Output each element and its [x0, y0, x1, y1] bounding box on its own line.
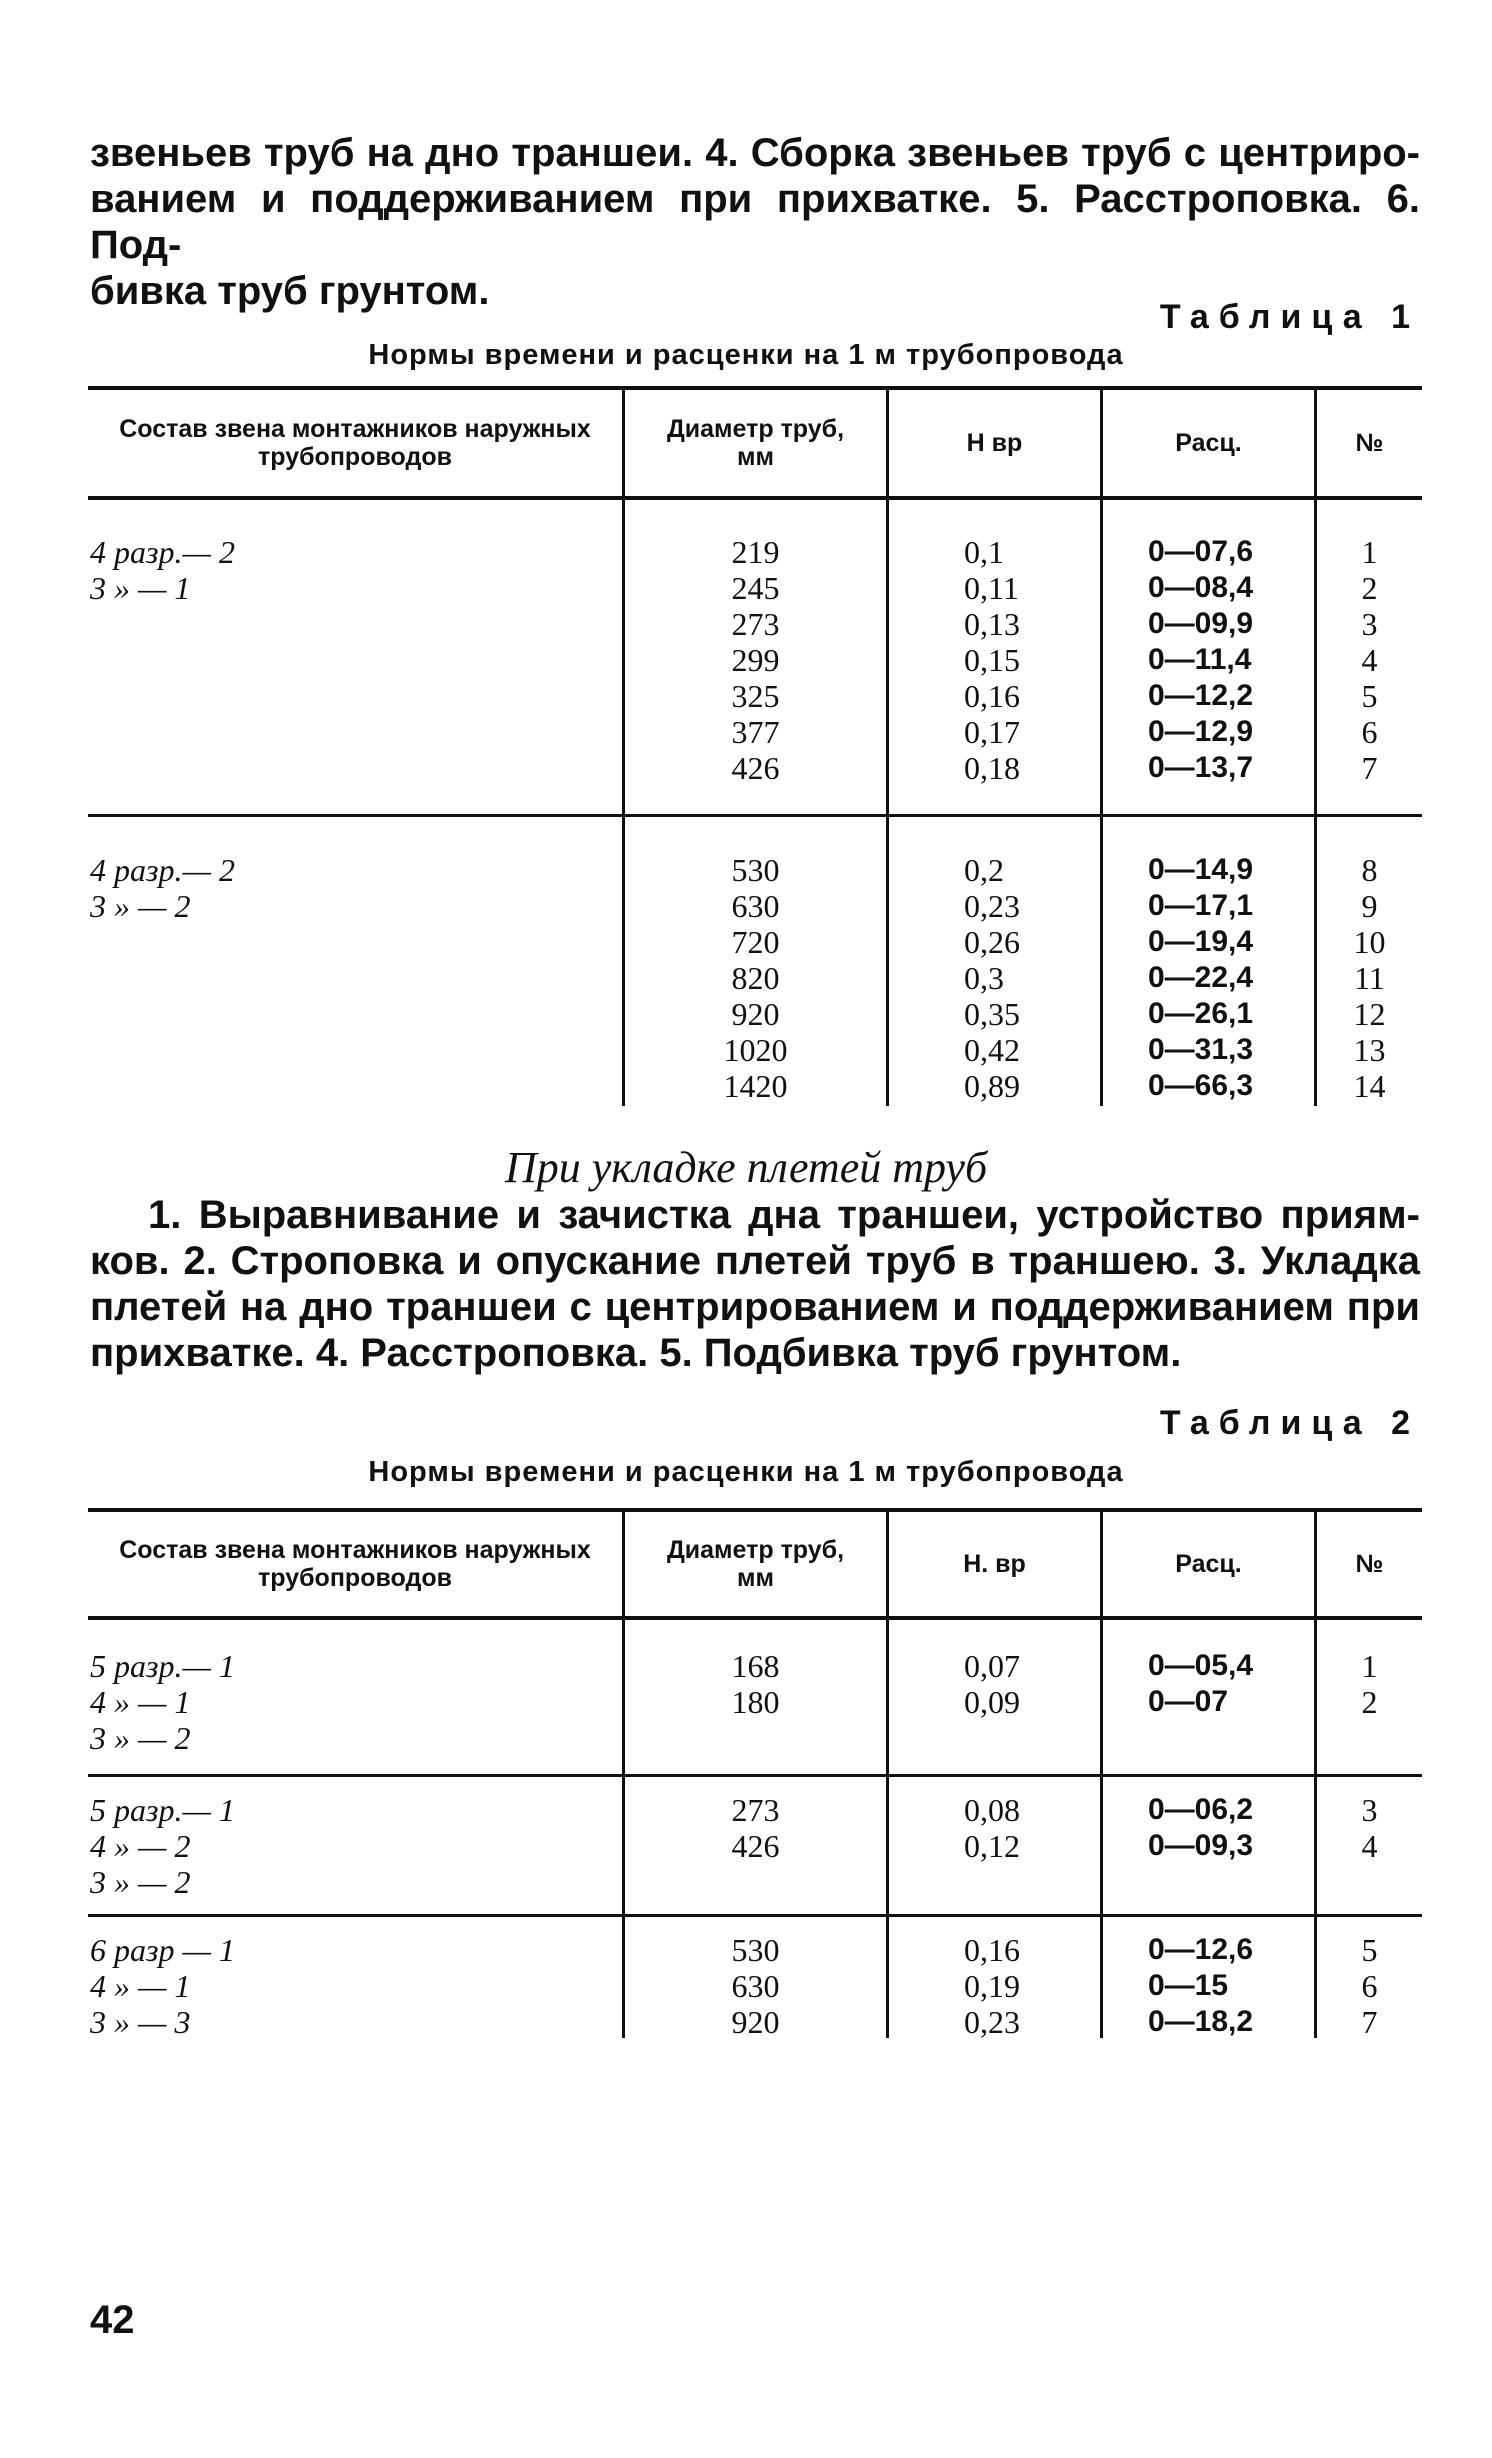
table-cell: 180	[731, 1684, 780, 1720]
table2-group-rule	[88, 1774, 1422, 1777]
table-cell: 0—12,6	[1148, 1933, 1254, 1966]
table1	[88, 386, 1422, 1106]
table-cell: 5	[1361, 678, 1378, 714]
table2-header-number: №	[1355, 1550, 1384, 1578]
table-cell: 0—07	[1148, 1685, 1229, 1718]
table1-group-rule	[88, 814, 1422, 817]
table2-group3-norms	[964, 1932, 1094, 2040]
table-cell: 0,16	[964, 678, 1020, 714]
crew-line: 4 » — 2	[90, 1828, 191, 1864]
table-cell: 0—22,4	[1148, 961, 1254, 994]
table1-header-norm: Н вр	[966, 429, 1023, 457]
table2-group1-crew	[90, 1648, 610, 1756]
table-cell: 720	[731, 924, 780, 960]
table1-group1-rates	[1148, 534, 1308, 786]
crew-line: 3 » — 3	[90, 2004, 191, 2040]
table-cell: 0,17	[964, 714, 1020, 750]
table-cell: 2	[1361, 570, 1378, 606]
table-cell: 0,42	[964, 1032, 1020, 1068]
table-cell: 0—12,2	[1148, 679, 1254, 712]
table2-title: Нормы времени и расценки на 1 м трубопровода	[368, 1456, 1124, 1488]
table-cell: 0—26,1	[1148, 997, 1254, 1030]
table-cell: 168	[731, 1648, 780, 1684]
table1-header-diameter: Диаметр труб, мм	[666, 415, 845, 471]
table-cell: 0,19	[964, 1968, 1020, 2004]
table-cell: 0,18	[964, 750, 1020, 786]
table1-group1-diameters	[625, 534, 886, 786]
table1-group2-numbers	[1317, 852, 1422, 1104]
table-cell: 0—06,2	[1148, 1793, 1254, 1826]
crew-line: 3 » — 2	[90, 888, 191, 924]
table-cell: 6	[1361, 1968, 1378, 2004]
table-cell: 0—18,2	[1148, 2005, 1254, 2038]
table-cell: 9	[1361, 888, 1378, 924]
section-line: плетей на дно траншеи с центрированием и поддерживанием при	[90, 1285, 1420, 1329]
table2-group3-crew	[90, 1932, 610, 2040]
table-cell: 4	[1361, 642, 1378, 678]
table-cell: 0,16	[964, 1932, 1020, 1968]
table-cell: 8	[1361, 852, 1378, 888]
table1-label: Таблица 1	[1159, 298, 1420, 336]
table2-header-rate: Расц.	[1175, 1550, 1242, 1578]
table-cell: 0,2	[964, 852, 1004, 888]
table-cell: 1	[1361, 534, 1378, 570]
table2-group2-diameters	[625, 1792, 886, 1864]
table-cell: 1420	[723, 1068, 788, 1104]
table-cell: 0,1	[964, 534, 1004, 570]
table2-header-rule	[88, 1616, 1422, 1620]
table1-group2-diameters	[625, 852, 886, 1104]
table-cell: 6	[1361, 714, 1378, 750]
crew-line: 4 разр.— 2	[90, 534, 235, 570]
table-cell: 426	[731, 750, 780, 786]
table2-group3-diameters	[625, 1932, 886, 2040]
table-cell: 0,3	[964, 960, 1004, 996]
table1-group2-crew	[90, 852, 610, 924]
table-cell: 0,13	[964, 606, 1020, 642]
table-cell: 0,08	[964, 1792, 1020, 1828]
table2-group2-numbers	[1317, 1792, 1422, 1864]
table2-group1-norms	[964, 1648, 1094, 1720]
table-cell: 0,23	[964, 888, 1020, 924]
table2-group2-crew	[90, 1792, 610, 1900]
table-cell: 273	[731, 606, 780, 642]
table-cell: 530	[731, 852, 780, 888]
intro-line: звеньев труб на дно траншеи. 4. Сборка звеньев труб с центриро-	[90, 131, 1420, 175]
table2-group-rule	[88, 1914, 1422, 1917]
page-number: 42	[90, 2298, 135, 2342]
table-cell: 1020	[723, 1032, 788, 1068]
table-cell: 0—13,7	[1148, 751, 1254, 784]
table1-group1-numbers	[1317, 534, 1422, 786]
table-cell: 325	[731, 678, 780, 714]
crew-line: 3 » — 2	[90, 1864, 191, 1900]
table-cell: 377	[731, 714, 780, 750]
table-cell: 0—12,9	[1148, 715, 1254, 748]
section-line: 1. Выравнивание и зачистка дна траншеи, устройство приям-	[148, 1193, 1420, 1237]
crew-line: 4 » — 1	[90, 1968, 191, 2004]
table-cell: 0,23	[964, 2004, 1020, 2040]
crew-line: 3 » — 2	[90, 1720, 191, 1756]
table-cell: 299	[731, 642, 780, 678]
table-cell: 0,15	[964, 642, 1020, 678]
table2-group3-rates	[1148, 1932, 1308, 2040]
table-cell: 0—15	[1148, 1969, 1229, 2002]
table-cell: 0—05,4	[1148, 1649, 1254, 1682]
table-cell: 3	[1361, 1792, 1378, 1828]
table-cell: 2	[1361, 1684, 1378, 1720]
section-paragraph	[90, 1192, 1420, 1376]
intro-line: ванием и поддерживанием при прихватке. 5. Расстроповка. 6. Под-	[90, 177, 1420, 267]
table1-group2-norms	[964, 852, 1094, 1104]
crew-line: 6 разр — 1	[90, 1932, 235, 1968]
table2-group1-rates	[1148, 1648, 1308, 1720]
table2-label: Таблица 2	[1159, 1404, 1420, 1442]
crew-line: 4 » — 1	[90, 1684, 191, 1720]
table-cell: 0—66,3	[1148, 1069, 1254, 1102]
table-cell: 273	[731, 1792, 780, 1828]
table-cell: 0,26	[964, 924, 1020, 960]
crew-line: 5 разр.— 1	[90, 1792, 235, 1828]
table-cell: 0—09,9	[1148, 607, 1254, 640]
table-cell: 0—08,4	[1148, 571, 1254, 604]
table-cell: 426	[731, 1828, 780, 1864]
table-cell: 7	[1361, 750, 1378, 786]
table-cell: 820	[731, 960, 780, 996]
table-cell: 0—31,3	[1148, 1033, 1254, 1066]
section-line: ков. 2. Строповка и опускание плетей труб в траншею. 3. Укладка	[90, 1239, 1420, 1283]
table-cell: 4	[1361, 1828, 1378, 1864]
table1-title: Нормы времени и расценки на 1 м трубопровода	[368, 339, 1124, 371]
table-cell: 0—07,6	[1148, 535, 1254, 568]
table-cell: 0,89	[964, 1068, 1020, 1104]
table1-group1-norms	[964, 534, 1094, 786]
table-cell: 0,07	[964, 1648, 1020, 1684]
table2-group1-numbers	[1317, 1648, 1422, 1720]
table-cell: 1	[1361, 1648, 1378, 1684]
table-cell: 0,12	[964, 1828, 1020, 1864]
table-cell: 530	[731, 1932, 780, 1968]
intro-line: бивка труб грунтом.	[90, 269, 490, 313]
intro-paragraph	[90, 130, 1420, 314]
table2-header-crew: Состав звена монтажников наружных трубопроводов	[119, 1536, 591, 1592]
table-cell: 0,11	[964, 570, 1019, 606]
table-cell: 920	[731, 2004, 780, 2040]
table-cell: 11	[1354, 960, 1385, 996]
table2-group2-norms	[964, 1792, 1094, 1864]
table-cell: 10	[1353, 924, 1386, 960]
table-cell: 3	[1361, 606, 1378, 642]
table-cell: 0—17,1	[1148, 889, 1254, 922]
table2-group2-rates	[1148, 1792, 1308, 1864]
table-cell: 920	[731, 996, 780, 1032]
table-cell: 0—14,9	[1148, 853, 1254, 886]
table-cell: 0—09,3	[1148, 1829, 1254, 1862]
table-cell: 5	[1361, 1932, 1378, 1968]
table1-header-crew: Состав звена монтажников наружных трубопроводов	[119, 415, 591, 471]
crew-line: 4 разр.— 2	[90, 852, 235, 888]
table-cell: 0,35	[964, 996, 1020, 1032]
table2	[88, 1508, 1422, 2038]
table2-header-diameter: Диаметр труб, мм	[666, 1536, 845, 1592]
table2-group1-diameters	[625, 1648, 886, 1720]
table-cell: 0—11,4	[1148, 643, 1252, 676]
table1-header-rule	[88, 496, 1422, 500]
section-heading: При укладке плетей труб	[504, 1143, 988, 1192]
crew-line: 3 » — 1	[90, 570, 191, 606]
table-cell: 630	[731, 888, 780, 924]
table1-group2-rates	[1148, 852, 1308, 1104]
table1-header-number: №	[1355, 429, 1384, 457]
crew-line: 5 разр.— 1	[90, 1648, 235, 1684]
table-cell: 245	[731, 570, 780, 606]
table-cell: 13	[1353, 1032, 1386, 1068]
table1-group1-crew	[90, 534, 610, 606]
table-cell: 14	[1353, 1068, 1386, 1104]
table1-header-rate: Расц.	[1175, 429, 1242, 457]
table2-header-norm: Н. вр	[963, 1550, 1026, 1578]
table-cell: 7	[1361, 2004, 1378, 2040]
table-cell: 630	[731, 1968, 780, 2004]
table-cell: 12	[1353, 996, 1386, 1032]
table2-group3-numbers	[1317, 1932, 1422, 2040]
section-line: прихватке. 4. Расстроповка. 5. Подбивка труб грунтом.	[90, 1331, 1182, 1375]
table-cell: 219	[731, 534, 780, 570]
table-cell: 0—19,4	[1148, 925, 1254, 958]
table-cell: 0,09	[964, 1684, 1020, 1720]
